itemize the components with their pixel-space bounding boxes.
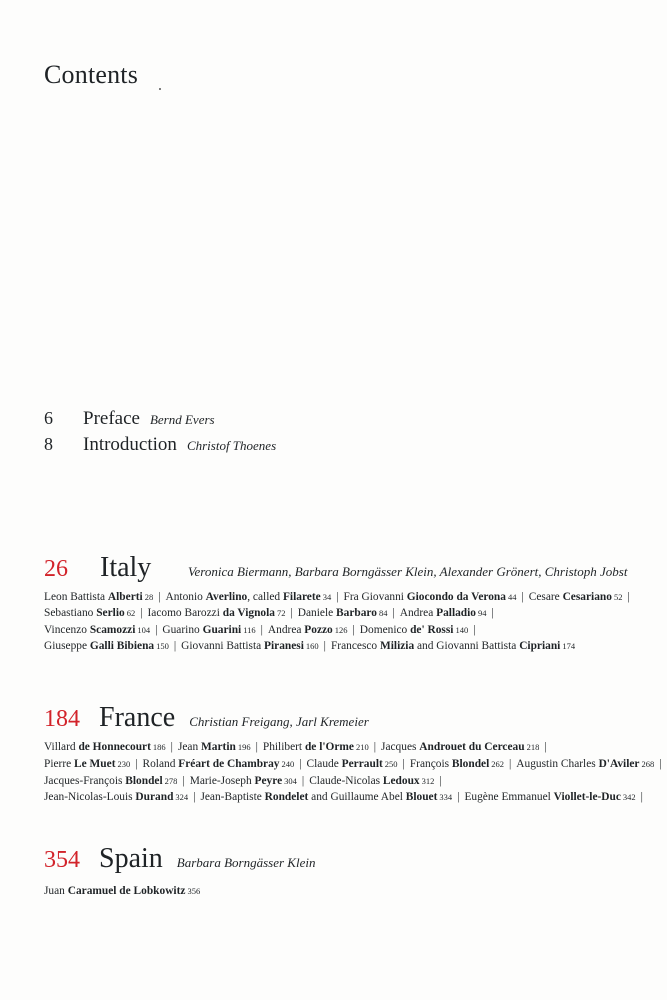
entry-page: 94	[478, 608, 487, 619]
chapter-title: Spain	[99, 843, 163, 874]
entry-separator: |	[255, 741, 258, 753]
entry-name: Leon Battista	[44, 591, 108, 603]
entry-name: Fra Giovanni	[343, 591, 407, 603]
toc-entry[interactable]	[344, 591, 517, 603]
entry-surname: Alberti	[107, 591, 143, 603]
entry-name: Jean	[177, 741, 202, 753]
toc-entry[interactable]	[44, 791, 188, 803]
entry-name: Juan	[44, 885, 68, 897]
entry-name: and Giovanni Battista	[414, 639, 520, 652]
entry-separator: |	[140, 607, 143, 620]
entry-separator: |	[323, 639, 326, 652]
toc-entry[interactable]	[307, 758, 398, 770]
paper-speck	[159, 88, 162, 91]
page-title: Contents	[44, 60, 139, 89]
entry-separator: |	[193, 791, 196, 804]
entry-name: Guarino	[162, 623, 203, 636]
entry-surname: Serlio	[96, 607, 125, 620]
entry-surname: Viollet-le-Duc	[553, 791, 621, 804]
entry-name: Claude-Nicolas	[309, 774, 383, 787]
entry-page: 104	[137, 624, 151, 635]
entry-surname: Androuet du Cerceau	[419, 741, 525, 753]
chapter-italy	[44, 552, 654, 654]
entry-separator: |	[392, 607, 395, 620]
entry-surname: Averlino	[205, 591, 248, 603]
entry-name: Roland	[142, 757, 179, 770]
entry-name: Daniele	[297, 607, 337, 620]
entry-surname: Cesariano	[562, 591, 612, 603]
front-item-preface[interactable]	[44, 408, 276, 434]
chapter-heading[interactable]	[44, 843, 654, 875]
entry-name: Iacomo Barozzi	[147, 607, 223, 620]
toc-entry[interactable]	[190, 775, 297, 787]
chapter-authors: Veronica Biermann, Barbara Borngässer Klein, Alexander Grönert, Christoph Jobst	[188, 564, 628, 579]
entry-separator: |	[473, 623, 476, 636]
front-matter	[44, 408, 276, 460]
toc-entry[interactable]	[165, 591, 331, 603]
entry-surname: Milizia	[379, 639, 415, 652]
entry-separator: |	[336, 591, 339, 603]
toc-entry[interactable]	[529, 591, 623, 603]
entry-surname: Le Muet	[74, 757, 116, 770]
entry-page: 174	[562, 640, 576, 651]
toc-entry[interactable]	[464, 791, 635, 803]
entry-page: 160	[305, 640, 319, 651]
entry-surname: Ledoux	[382, 774, 420, 787]
front-item-author: Christof Thoenes	[186, 438, 277, 453]
entry-surname: Fréart de Chambray	[178, 757, 280, 770]
entry-name: Jacques	[381, 741, 420, 753]
entry-separator: |	[457, 791, 460, 804]
entry-page: 62	[126, 608, 136, 619]
entry-separator: |	[135, 757, 138, 770]
entry-name: Francesco	[330, 639, 380, 652]
entry-surname: Galli Bibiena	[89, 639, 155, 652]
entry-name: , called	[247, 591, 283, 603]
entry-separator: |	[640, 791, 643, 804]
entry-surname: D'Aviler	[598, 757, 640, 770]
entry-page: 44	[507, 592, 517, 602]
entry-surname: Guarini	[202, 623, 242, 636]
entry-name: Villard	[44, 741, 79, 753]
entry-surname: Blondel	[451, 757, 490, 770]
chapter-page: 184	[44, 706, 80, 732]
entry-page: 268	[641, 758, 655, 769]
entry-page: 278	[164, 775, 178, 786]
chapter-authors: Barbara Borngässer Klein	[176, 855, 316, 870]
entry-name: Giuseppe	[44, 639, 90, 652]
chapter-entries	[44, 739, 662, 806]
entry-page: 210	[355, 742, 369, 752]
toc-entry[interactable]	[268, 624, 348, 636]
entry-surname: Piranesi	[264, 639, 304, 652]
entry-separator: |	[521, 591, 524, 603]
entry-name: Jacques-François	[44, 774, 126, 787]
entry-name: and Guillaume Abel	[308, 791, 406, 804]
toc-entry[interactable]	[178, 741, 251, 753]
toc-entry[interactable]	[200, 791, 452, 803]
entry-separator: |	[260, 623, 263, 636]
entry-page: 218	[526, 742, 540, 752]
front-item-title: Introduction	[83, 434, 177, 455]
toc-entry[interactable]	[44, 591, 153, 603]
entry-page: 72	[276, 608, 286, 619]
entry-name: Cesare	[528, 591, 563, 603]
entry-surname: Giocondo da Verona	[406, 591, 506, 603]
entry-surname: Blouet	[405, 791, 438, 804]
entry-surname: Caramuel de Lobkowitz	[67, 885, 186, 897]
chapter-page: 26	[44, 556, 68, 582]
entry-separator: |	[173, 639, 177, 652]
entry-separator: |	[155, 623, 158, 636]
entry-page: 52	[613, 592, 623, 602]
toc-entry[interactable]	[44, 741, 166, 753]
toc-entry[interactable]	[298, 607, 388, 619]
entry-page: 324	[175, 792, 189, 803]
entry-page: 230	[117, 758, 131, 769]
entry-surname: Palladio	[436, 607, 476, 620]
front-item-page: 6	[44, 408, 53, 428]
entry-name: Giovanni Battista	[181, 639, 265, 652]
entry-name: Claude	[306, 757, 342, 770]
entry-name: Vincenzo	[44, 623, 90, 636]
entry-separator: |	[491, 607, 494, 620]
entry-page: 240	[281, 758, 295, 769]
entry-separator: |	[290, 607, 293, 620]
toc-entry[interactable]	[516, 758, 654, 770]
entry-page: 356	[187, 886, 201, 896]
entry-separator: |	[170, 741, 173, 753]
entry-surname: da Vignola	[222, 607, 275, 620]
entry-surname: Durand	[135, 791, 174, 804]
entry-name: Augustin Charles	[516, 757, 599, 770]
entry-page: 342	[622, 792, 636, 803]
entry-surname: Perrault	[341, 757, 383, 770]
chapter-page: 354	[44, 847, 80, 873]
toc-entry[interactable]	[400, 607, 487, 619]
toc-entry[interactable]	[381, 741, 539, 753]
entry-surname: de Honnecourt	[78, 741, 151, 753]
toc-entry[interactable]	[44, 607, 135, 619]
entry-separator: |	[299, 757, 302, 770]
entry-separator: |	[158, 591, 161, 603]
entry-page: 312	[421, 775, 435, 786]
entry-separator: |	[509, 757, 512, 770]
entry-separator: |	[352, 623, 355, 636]
entry-surname: de l'Orme	[304, 741, 354, 753]
entry-page: 250	[384, 758, 398, 769]
front-item-introduction[interactable]	[44, 434, 276, 460]
entry-separator: |	[182, 774, 185, 787]
entry-name: Eugène Emmanuel	[464, 791, 554, 804]
entry-surname: Scamozzi	[89, 623, 136, 636]
chapter-heading[interactable]	[44, 552, 654, 584]
entry-surname: Pozzo	[304, 623, 333, 636]
entry-page: 126	[334, 624, 348, 635]
chapter-entries	[44, 589, 654, 654]
entry-name: François	[409, 757, 452, 770]
entry-name: Andrea	[267, 623, 305, 636]
chapter-spain	[44, 843, 654, 899]
entry-separator: |	[373, 741, 377, 753]
entry-page: 140	[455, 624, 469, 635]
toc-entry[interactable]	[147, 607, 285, 619]
toc-entry[interactable]	[44, 758, 130, 770]
toc-entry[interactable]	[44, 640, 169, 652]
front-item-page: 8	[44, 434, 53, 454]
entry-separator: |	[301, 774, 305, 787]
toc-entry[interactable]	[44, 775, 177, 787]
entry-page: 34	[322, 592, 332, 602]
entry-separator: |	[544, 741, 547, 753]
entry-page: 186	[152, 742, 166, 752]
toc-entry[interactable]	[309, 775, 434, 787]
entry-surname: Blondel	[125, 774, 163, 787]
toc-entry[interactable]	[263, 741, 369, 753]
chapter-authors: Christian Freigang, Jarl Kremeier	[189, 714, 369, 729]
chapter-france	[44, 702, 662, 806]
entry-name: Pierre	[44, 757, 75, 770]
chapter-entries	[44, 883, 654, 899]
entry-surname: Peyre	[254, 774, 283, 787]
front-item-title: Preface	[83, 408, 140, 429]
front-item-author: Bernd Evers	[149, 412, 215, 427]
entry-name: Jean-Nicolas-Louis	[44, 791, 136, 804]
chapter-title: France	[99, 702, 176, 733]
entry-page: 28	[144, 592, 154, 602]
entry-name: Marie-Joseph	[189, 774, 255, 787]
chapter-heading[interactable]	[44, 702, 654, 734]
entry-name: Sebastiano	[44, 607, 97, 620]
entry-name: Domenico	[359, 623, 411, 636]
entry-page: 304	[284, 775, 297, 786]
entry-separator: |	[402, 757, 405, 770]
entry-page: 334	[439, 792, 453, 803]
entry-separator: |	[627, 591, 630, 603]
entry-page: 116	[243, 624, 256, 635]
toc-entry[interactable]	[143, 758, 295, 770]
entry-name: Jean-Baptiste	[200, 791, 265, 804]
toc-entry[interactable]	[44, 624, 150, 636]
entry-page: 150	[156, 640, 169, 651]
entry-surname: Filarete	[282, 591, 321, 603]
toc-entry[interactable]	[360, 624, 468, 636]
toc-entry[interactable]	[410, 758, 504, 770]
entry-name: Philibert	[262, 741, 305, 753]
entry-page: 196	[237, 742, 251, 752]
entry-page: 84	[378, 608, 388, 619]
entry-page: 262	[491, 758, 505, 769]
entry-separator: |	[439, 774, 442, 787]
entry-name: Andrea	[399, 607, 437, 620]
entry-name: Antonio	[165, 591, 206, 603]
toc-entry[interactable]	[331, 640, 575, 652]
entry-surname: Barbaro	[336, 607, 377, 620]
entry-separator: |	[659, 757, 662, 770]
entry-surname: Martin	[201, 741, 236, 753]
toc-entry[interactable]	[162, 624, 255, 636]
chapter-title: Italy	[100, 552, 152, 583]
entry-surname: Cipriani	[519, 639, 561, 652]
entry-surname: Rondelet	[264, 791, 309, 804]
toc-entry[interactable]	[44, 885, 200, 897]
entry-surname: de' Rossi	[410, 623, 454, 636]
toc-entry[interactable]	[181, 640, 319, 652]
